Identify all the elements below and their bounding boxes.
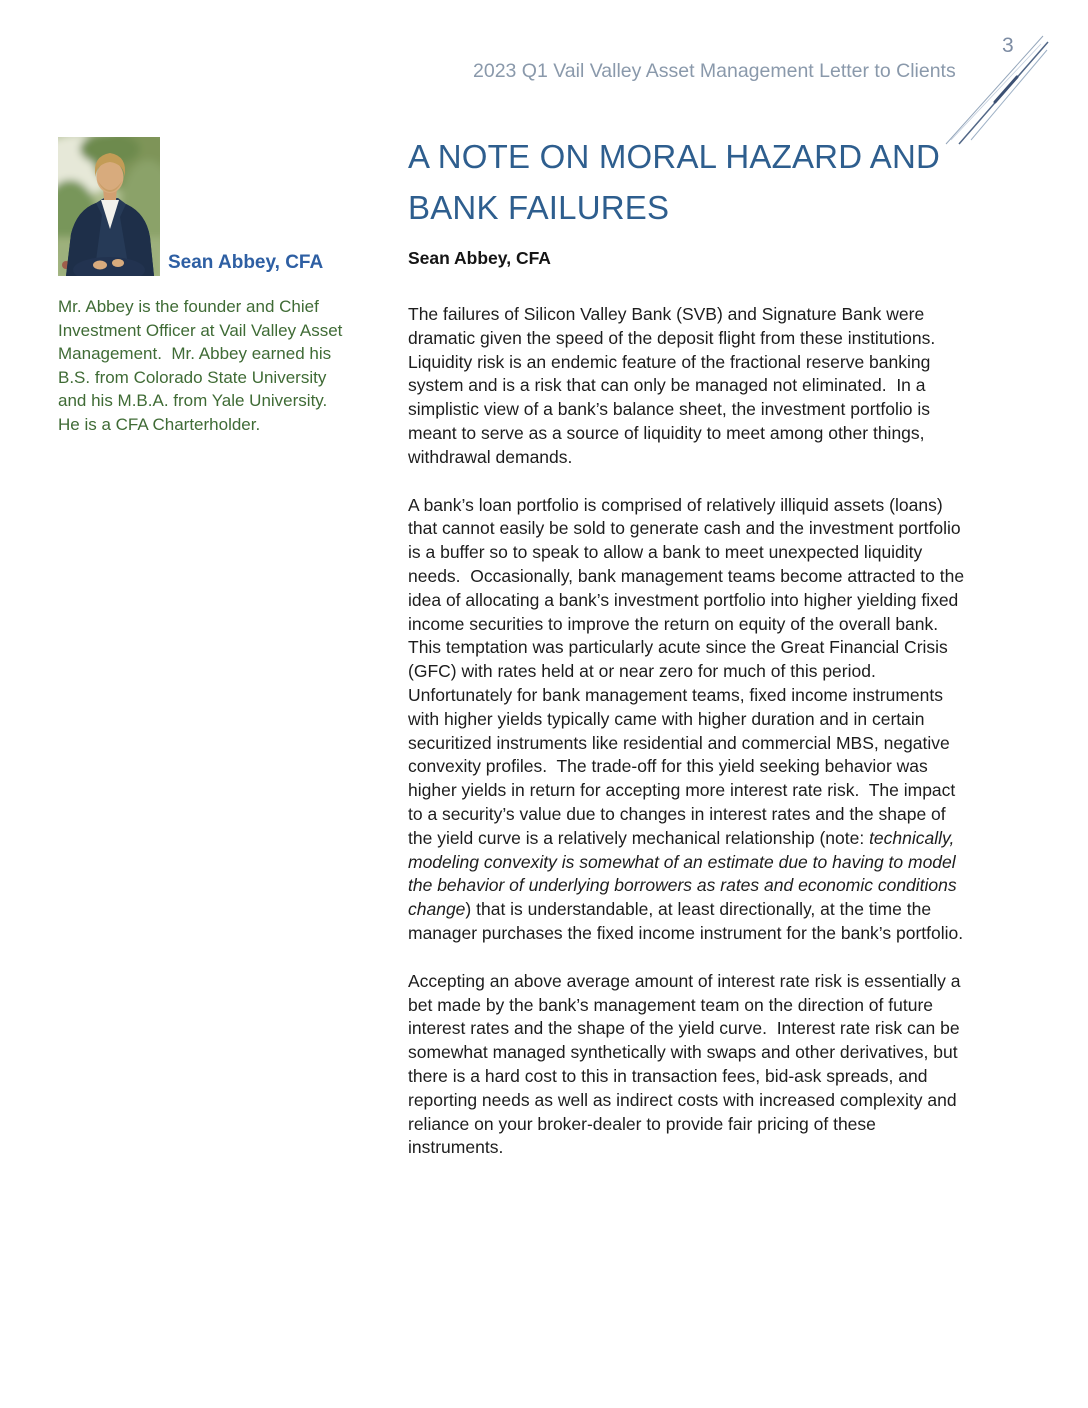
paragraph-run: ) that is understandable, at least directionally, at the time the manager purchases the fixed income instrument for the bank’s portfolio. [408, 899, 964, 943]
header-title: 2023 Q1 Vail Valley Asset Management Letter to Clients [473, 60, 956, 82]
paragraph-run: The failures of Silicon Valley Bank (SVB) and Signature Bank were dramatic given the speed of the deposit flight from these institutions. Liquidity risk is an endemic feature of the fractional reserve banking system and is a risk that can only be managed not eliminated. In a simplistic view of a bank’s balance sheet, the investment portfolio is meant to serve as a source of liquidity to meet among other things, withdrawal demands. [408, 304, 945, 467]
author-name-caption: Sean Abbey, CFA [168, 252, 324, 273]
article-paragraph [408, 970, 974, 1160]
article-title-line2: BANK FAILURES [408, 189, 670, 226]
page-number: 3 [1002, 34, 1014, 57]
article [408, 131, 974, 1184]
paragraph-run-italic: technically, modeling convexity is somewhat of an estimate due to having to model the behavior of underlying borrowers as rates and economic conditions change [408, 827, 962, 920]
article-title-line1: A NOTE ON MORAL HAZARD AND [408, 138, 941, 175]
article-title [408, 131, 974, 233]
paragraph-run: Accepting an above average amount of interest rate risk is essentially a bet made by the bank’s management team on the direction of future interest rates and the shape of the yield curve. Interest rate risk can be somewhat managed synthetically with swaps and other derivatives, but there is a hard cost to this in transaction fees, bid-ask spreads, and reporting needs as well as indirect costs with increased complexity and reliance on your broker-dealer to provide fair pricing of these instruments. [408, 970, 966, 1158]
article-paragraph [408, 494, 974, 946]
article-body [408, 303, 974, 1160]
slash-decoration [943, 28, 1055, 148]
author-bio: Mr. Abbey is the founder and Chief Investment Officer at Vail Valley Asset Management. Mr. Abbey earned his B.S. from Colorado State University and his M.B.A. from Yale University. He is a CFA Charterholder. [58, 297, 348, 434]
paragraph-run: A bank’s loan portfolio is comprised of relatively illiquid assets (loans) that cannot easily be sold to generate cash and the investment portfolio is a buffer so to speak to allow a bank to meet unexpected liquidity needs. Occasionally, bank management teams become attracted to the idea of allocating a bank’s investment portfolio into higher yielding fixed income securities to improve the return on equity of the overall bank. This temptation was particularly acute since the Great Financial Crisis (GFC) with rates held at or near zero for much of this period. Unfortunately for bank management teams, fixed income instruments with higher yields typically came with higher duration and in certain securitized instruments like residential and commercial MBS, negative convexity profiles. The trade-off for this yield seeking behavior was higher yields in return for accepting more interest rate risk. The impact to a security’s value due to changes in interest rates and the shape of the yield curve is a relatively mechanical relationship (note: [408, 494, 969, 848]
author-photo [58, 137, 160, 276]
article-byline: Sean Abbey, CFA [408, 248, 551, 268]
article-paragraph [408, 303, 974, 470]
